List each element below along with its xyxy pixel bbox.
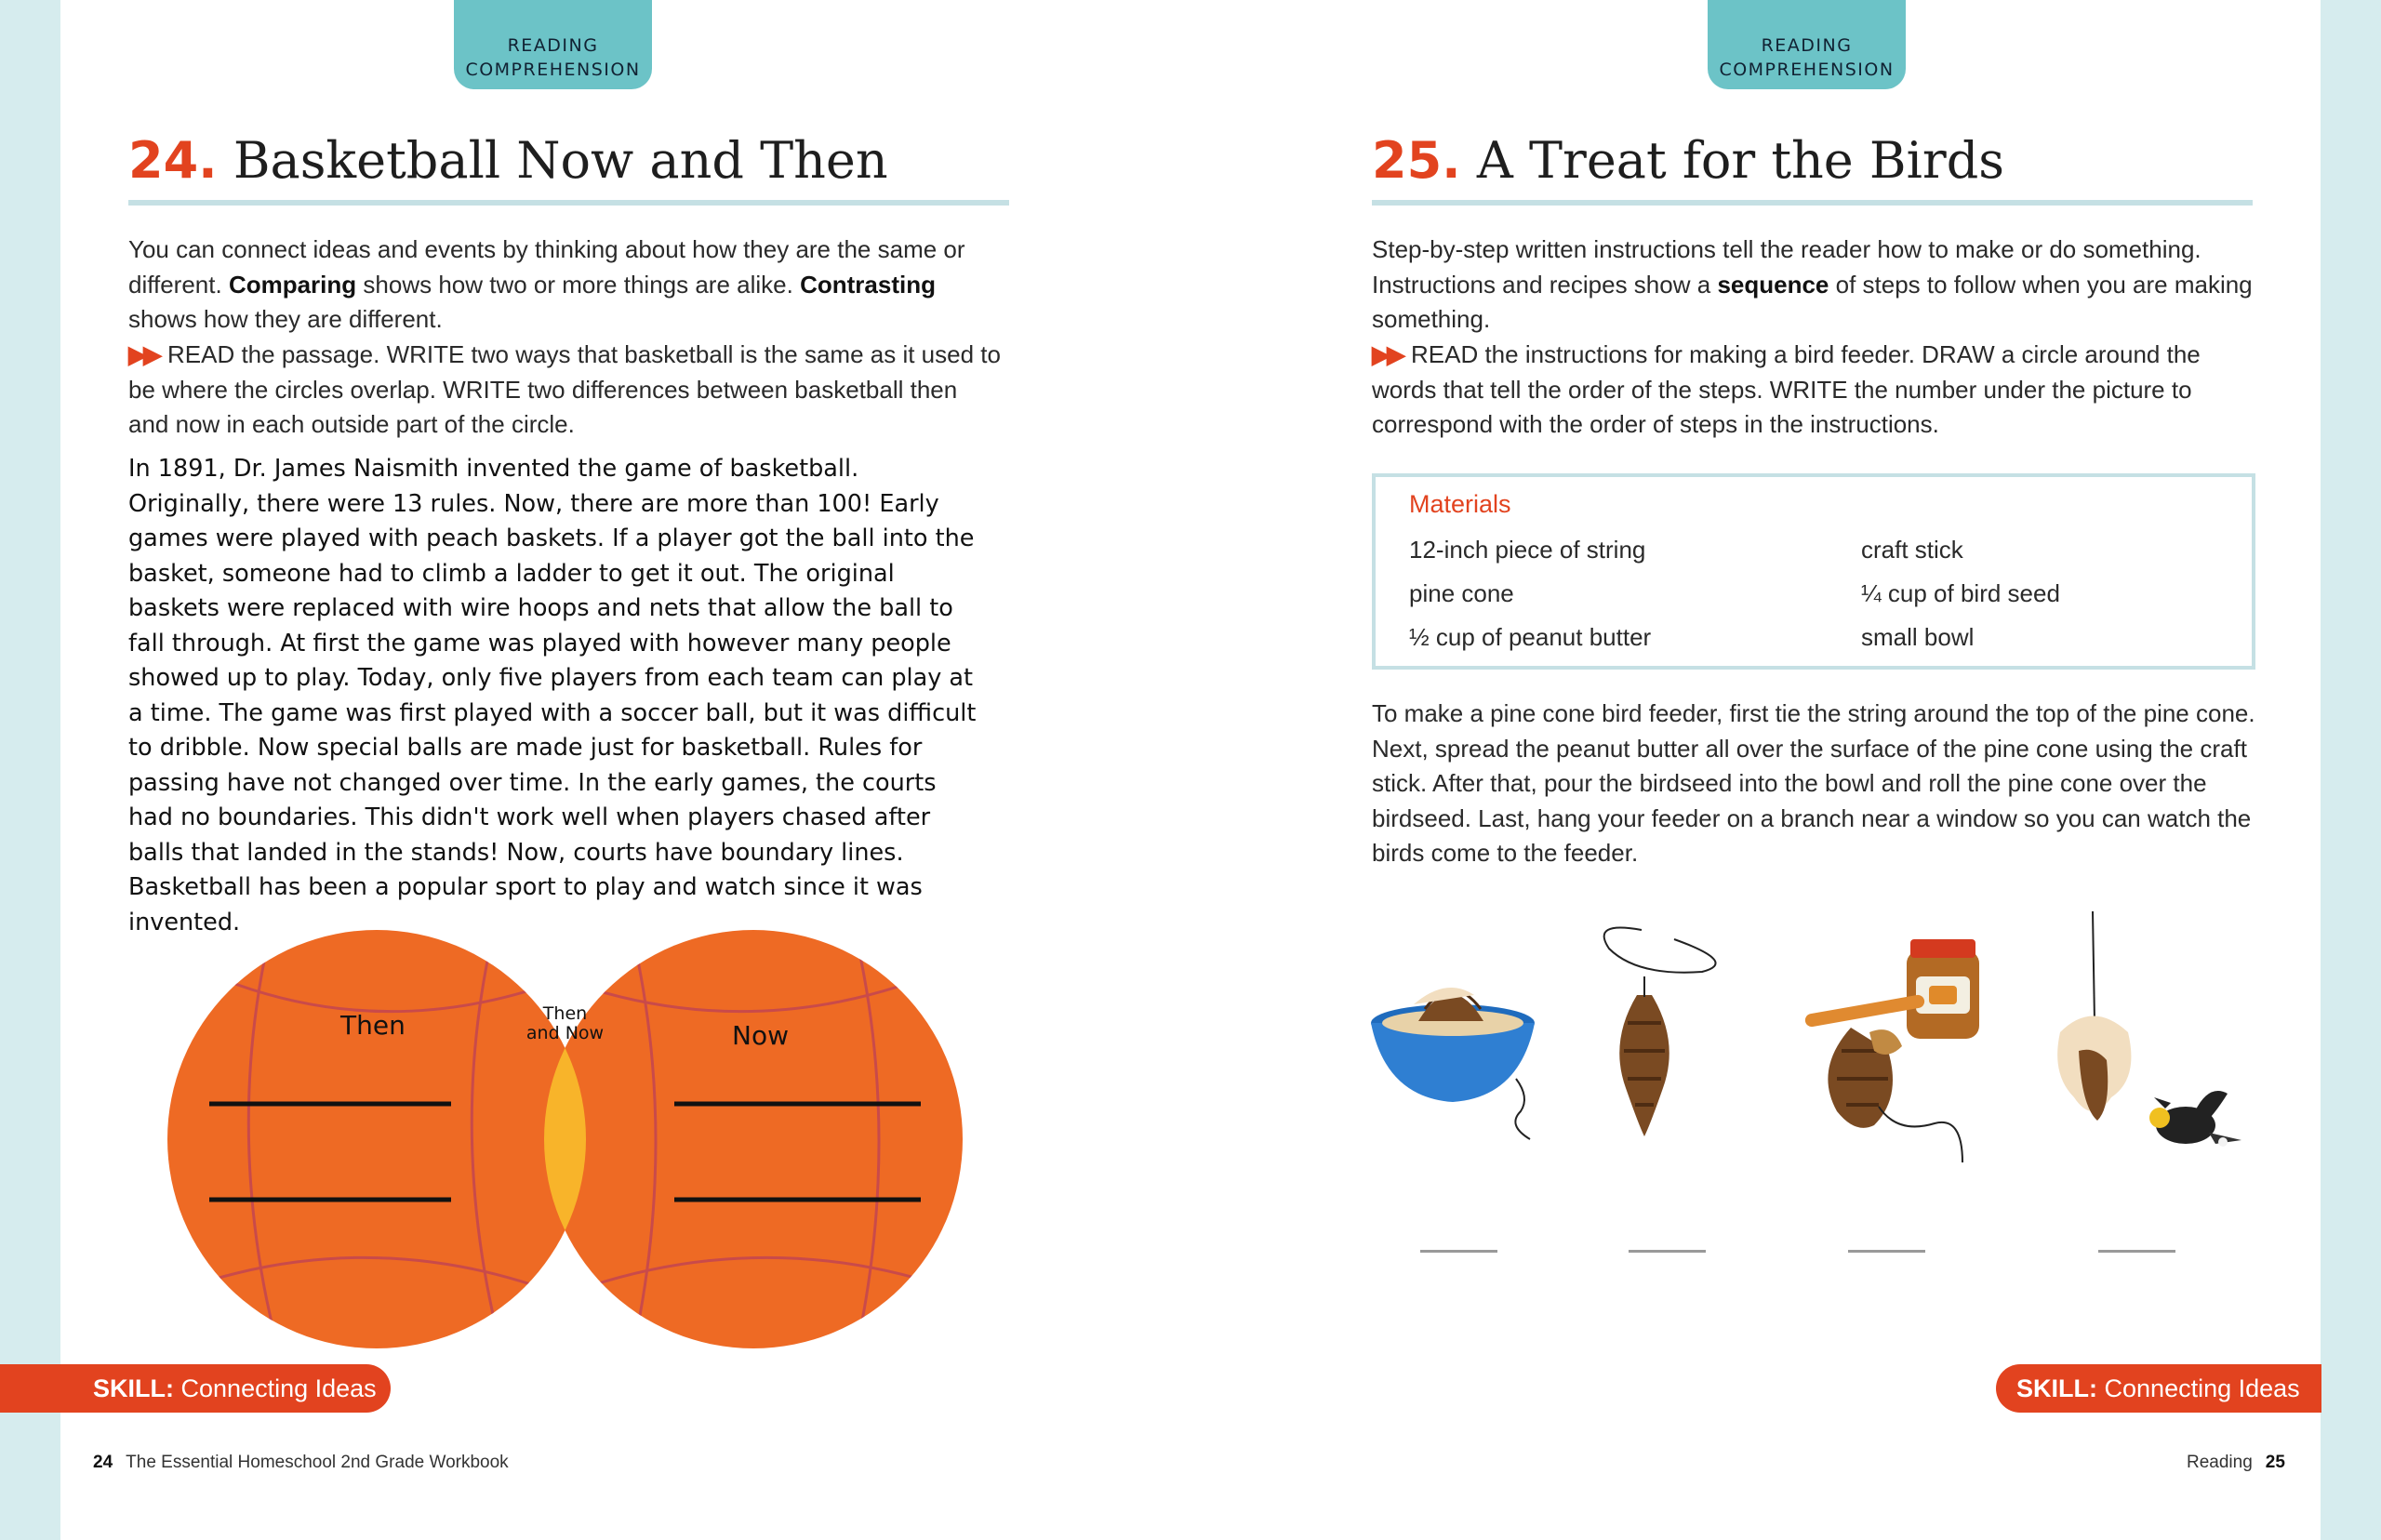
bowl-picture bbox=[1371, 988, 1535, 1139]
skill-name: Connecting Ideas bbox=[2104, 1374, 2300, 1402]
peanut-butter-picture bbox=[1804, 939, 1979, 1162]
pine-cone-picture bbox=[1604, 928, 1716, 1137]
answer-blank[interactable] bbox=[2098, 1250, 2175, 1253]
page-number-left: 24 bbox=[93, 1453, 113, 1472]
venn-middle-line-1: Then bbox=[542, 1003, 588, 1024]
answer-blank[interactable] bbox=[1848, 1250, 1925, 1253]
answer-blank[interactable] bbox=[1629, 1250, 1706, 1253]
instruction-paragraph bbox=[1372, 338, 2255, 443]
material-item: craft stick bbox=[1861, 536, 1963, 564]
instruction-text: READ the passage. WRITE two ways that basketball is the same as it used to be where the circles overlap. WRITE two differences between basketball then and now in each outside part of the circle. bbox=[128, 340, 1001, 438]
materials-heading: Materials bbox=[1409, 490, 1511, 518]
venn-diagram bbox=[167, 916, 967, 1362]
page-title-right bbox=[1372, 128, 2004, 193]
page-number-right: 25 bbox=[2265, 1453, 2285, 1472]
section-tab-left bbox=[454, 0, 652, 89]
instruction-paragraph bbox=[128, 338, 1003, 443]
intro-paragraph bbox=[128, 232, 1003, 338]
tab-line-2: COMPREHENSION bbox=[465, 60, 641, 80]
term-contrasting: Contrasting bbox=[800, 270, 936, 299]
material-item: pine cone bbox=[1409, 579, 1514, 607]
materials-box bbox=[1372, 473, 2255, 670]
exercise-number: 24. bbox=[128, 131, 218, 190]
exercise-number: 25. bbox=[1372, 131, 1461, 190]
tab-line-1: READING bbox=[1761, 35, 1853, 56]
venn-middle-label bbox=[525, 1004, 605, 1043]
instructions-passage: To make a pine cone bird feeder, first tie the string around the top of the pine cone. Next, spread the peanut butter all over the surface of the pine cone using the craft stick. After that, pour the birdseed into the bowl and roll the pine cone over the birdseed. Last, hang your feeder on a branch near a window so you can watch the birds come to the feeder. bbox=[1372, 699, 2255, 867]
term-comparing: Comparing bbox=[228, 270, 357, 299]
venn-middle-line-2: and Now bbox=[525, 1023, 605, 1043]
skill-badge-right bbox=[1996, 1364, 2321, 1413]
intro-text: Step-by-step written instructions tell the reader how to make or do something. Instructions and recipes show a bbox=[1372, 235, 2201, 299]
hanging-feeder-picture bbox=[2057, 911, 2241, 1147]
skill-badge-left bbox=[0, 1364, 391, 1413]
venn-left-label: Then bbox=[340, 1010, 406, 1041]
step-pictures bbox=[1367, 911, 2260, 1190]
answer-blank[interactable] bbox=[1420, 1250, 1497, 1253]
intro-text: shows how they are different. bbox=[128, 305, 443, 333]
material-item: 12-inch piece of string bbox=[1409, 536, 1646, 564]
tab-line-2: COMPREHENSION bbox=[1719, 60, 1895, 80]
intro-text: shows how two or more things are alike. bbox=[363, 270, 793, 299]
exercise-title: A Treat for the Birds bbox=[1476, 131, 2004, 190]
intro-text: of steps to follow when you are making something. bbox=[1372, 270, 2253, 333]
arrow-icon: ▶▶ bbox=[128, 340, 158, 368]
term-sequence: sequence bbox=[1717, 270, 1829, 299]
footer-left bbox=[93, 1453, 509, 1473]
venn-right-label: Now bbox=[732, 1020, 789, 1051]
book-title: The Essential Homeschool 2nd Grade Workbook bbox=[126, 1453, 509, 1472]
intro-text: You can connect ideas and events by thinking about how they are the same or different. bbox=[128, 235, 965, 299]
arrow-icon: ▶▶ bbox=[1372, 340, 1402, 368]
material-item: small bowl bbox=[1861, 623, 1975, 651]
skill-prefix: SKILL: bbox=[93, 1374, 174, 1402]
tab-line-1: READING bbox=[507, 35, 599, 56]
skill-prefix: SKILL: bbox=[2016, 1374, 2097, 1402]
page-title-left bbox=[128, 128, 888, 193]
title-divider bbox=[128, 200, 1009, 206]
material-item: ½ cup of peanut butter bbox=[1409, 623, 1652, 651]
instruction-text: READ the instructions for making a bird feeder. DRAW a circle around the words that tell the order of the steps. WRITE the number under the picture to correspond with the order of steps in the instructions. bbox=[1372, 340, 2201, 438]
footer-right bbox=[2187, 1453, 2285, 1473]
material-item: ¼ cup of bird seed bbox=[1861, 579, 2060, 607]
exercise-title: Basketball Now and Then bbox=[233, 131, 888, 190]
bird-icon bbox=[2149, 1091, 2241, 1147]
title-divider bbox=[1372, 200, 2253, 206]
skill-name: Connecting Ideas bbox=[180, 1374, 377, 1402]
intro-paragraph bbox=[1372, 232, 2255, 338]
section-name: Reading bbox=[2187, 1453, 2253, 1472]
section-tab-right bbox=[1708, 0, 1906, 89]
reading-passage: In 1891, Dr. James Naismith invented the game of basketball. Originally, there were 13 rules. Now, there are more than 100! Early games were played with peach baskets. If a player got the ball into the basket, someone had to climb a ladder to get it out. The original baskets were replaced with wire hoops and nets that allow the ball to fall through. At first the game was played with however many people showed up to play. Today, only five players from each team can play at a time. The game was first played with a soccer ball, but it was difficult to dribble. Now special balls are made just for basketball. Rules for passing have not changed over time. In the early games, the courts had no boundaries. This didn't work well when players chased after balls that landed in the stands! Now, courts have boundary lines. Basketball has been a popular sport to play and watch since it was invented. bbox=[128, 455, 977, 936]
